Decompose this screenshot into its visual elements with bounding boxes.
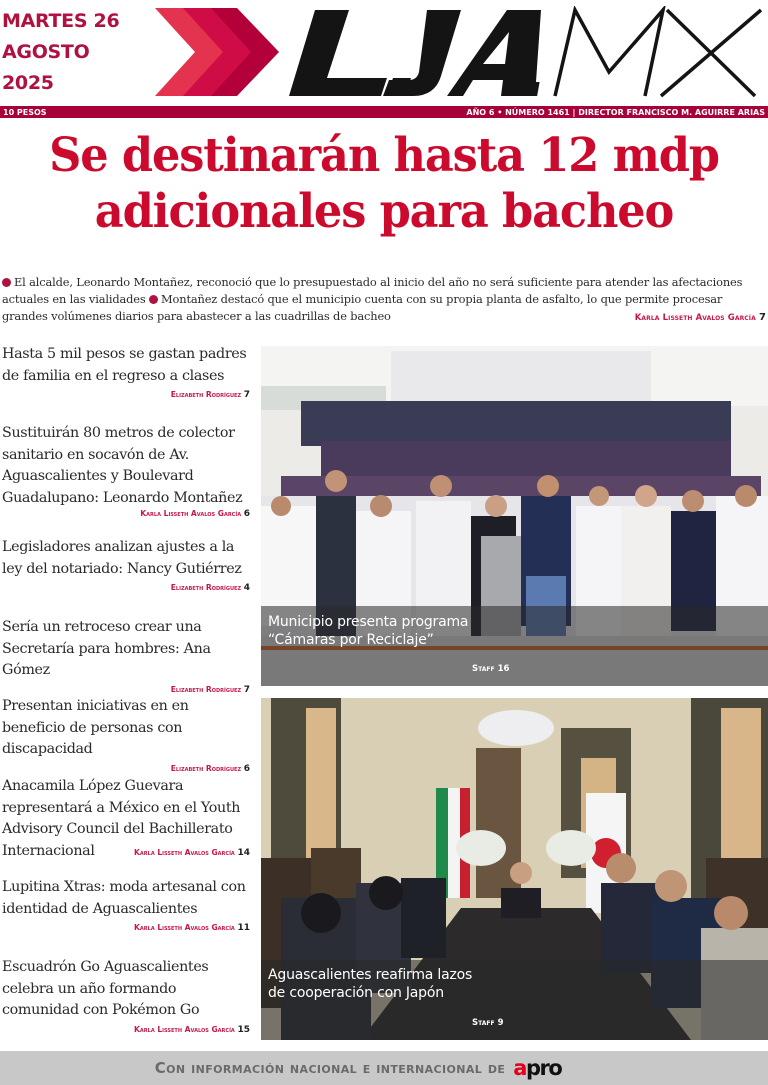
issue-info-bar (0, 106, 768, 118)
story-title[interactable]: Presentan iniciativas en en beneficio de personas con discapacidad (2, 698, 189, 757)
photo-story-japon[interactable] (261, 698, 768, 1040)
story-item[interactable] (2, 537, 250, 593)
caption-title[interactable] (268, 613, 468, 649)
caption-byline (472, 1018, 503, 1028)
photo-caption (261, 606, 768, 686)
story-title[interactable]: Escuadrón Go Aguascalientes celebra un año formando comunidad con Pokémon Go (2, 959, 209, 1018)
page-number: 7 (243, 390, 250, 400)
page-number: 16 (497, 664, 510, 674)
bullet-icon (2, 278, 11, 287)
page-number: 11 (237, 923, 250, 933)
photo-caption (261, 960, 768, 1040)
story-item[interactable] (2, 957, 250, 1035)
bullet-icon (149, 295, 158, 304)
author-name: Karla Lisseth Avalos García (134, 923, 235, 932)
page-number: 9 (497, 1018, 504, 1028)
author-name: Karla Lisseth Avalos García (134, 848, 235, 857)
page-number: 6 (243, 763, 250, 774)
story-byline (2, 685, 250, 695)
author-name: Karla Lisseth Avalos García (140, 509, 242, 518)
headline-line-1: Se destinarán hasta 12 mdp (49, 128, 719, 183)
issue-details: AÑO 6 • NÚMERO 1461 | DIRECTOR FRANCISCO M. AGUIRRE ARIAS (466, 107, 765, 117)
apro-logo-pro: pro (525, 1055, 562, 1080)
caption-line-1: Municipio presenta programa (268, 614, 469, 630)
page-number: 6 (243, 509, 250, 519)
story-title[interactable]: Hasta 5 mil pesos se gastan padres de familia en el regreso a clases (2, 346, 247, 384)
page-number: 15 (237, 1024, 250, 1035)
story-title[interactable]: Sería un retroceso crear una Secretaría para hombres: Ana Gómez (2, 619, 211, 678)
caption-line-1: Aguascalientes reafirma lazos (268, 967, 473, 983)
story-title[interactable]: Legisladores analizan ajustes a la ley del notariado: Nancy Gutiérrez (2, 539, 242, 577)
story-item[interactable] (2, 877, 250, 933)
caption-title[interactable] (268, 966, 472, 1002)
date-line-year: 2025 (2, 72, 54, 94)
story-title[interactable]: Sustituirán 80 metros de colector sanitario en socavón de Av. Aguascalientes y Boulevard Guadalupano: Leonardo Montañez (2, 425, 243, 506)
author-name: Staff (472, 1018, 495, 1028)
date-line-month: AGOSTO (2, 41, 90, 63)
lead-headline[interactable] (0, 128, 768, 240)
story-title[interactable]: Anacamila López Guevara representará a México en el Youth Advisory Council del Bachillerato Internacional (2, 778, 241, 859)
date-line-weekday: MARTES 26 (2, 10, 120, 32)
story-byline (2, 923, 250, 933)
lead-byline (635, 312, 766, 323)
author-name: Karla Lisseth Avalos García (134, 1024, 235, 1034)
story-item[interactable] (2, 423, 250, 519)
story-item[interactable] (2, 344, 250, 400)
page-number: 4 (243, 583, 250, 593)
price-label: 10 PESOS (3, 107, 47, 117)
footer-text: Con información nacional e internacional de (154, 1059, 506, 1077)
story-item[interactable] (2, 696, 250, 774)
headline-line-2: adicionales para bacheo (94, 184, 674, 239)
apro-logo[interactable] (513, 1055, 562, 1080)
caption-byline (472, 664, 509, 674)
summary-bullet-2: Montañez destacó que el municipio cuenta con su propia planta de asfalto, lo que permite procesar grandes volúmenes diarios para abastecer a las cuadrillas de bacheo (2, 292, 723, 323)
story-byline (2, 1025, 250, 1035)
story-byline (2, 583, 250, 593)
caption-line-2: “Cámaras por Reciclaje” (268, 632, 434, 648)
author-name: Elizabeth Rodríguez (170, 583, 242, 592)
summary-bullet-1: El alcalde, Leonardo Montañez, reconoció que lo presupuestado al inicio del año no será suficiente para atender las afectaciones actuales en las vialidades (2, 275, 743, 306)
photo-story-camaras-reciclaje[interactable] (261, 346, 768, 686)
page-number: 14 (237, 848, 250, 858)
story-title[interactable]: Lupitina Xtras: moda artesanal con identidad de Aguascalientes (2, 879, 246, 917)
author-name: Elizabeth Rodríguez (170, 684, 242, 694)
caption-line-2: de cooperación con Japón (268, 985, 444, 1001)
issue-date (2, 6, 119, 99)
story-byline (2, 390, 250, 400)
lja-mx-logo[interactable] (155, 6, 765, 98)
author-name: Elizabeth Rodríguez (170, 763, 242, 773)
story-item[interactable] (2, 776, 250, 862)
author-name: Staff (472, 664, 495, 674)
story-byline (134, 848, 250, 858)
story-byline (2, 764, 250, 774)
footer-banner (0, 1051, 768, 1085)
story-byline (2, 509, 250, 519)
story-item[interactable] (2, 617, 250, 695)
apro-logo-a: a (513, 1055, 526, 1080)
page-number: 7 (243, 684, 250, 695)
author-name: Karla Lisseth Avalos García (634, 313, 756, 323)
author-name: Elizabeth Rodríguez (170, 390, 242, 399)
page-number: 7 (758, 312, 766, 323)
